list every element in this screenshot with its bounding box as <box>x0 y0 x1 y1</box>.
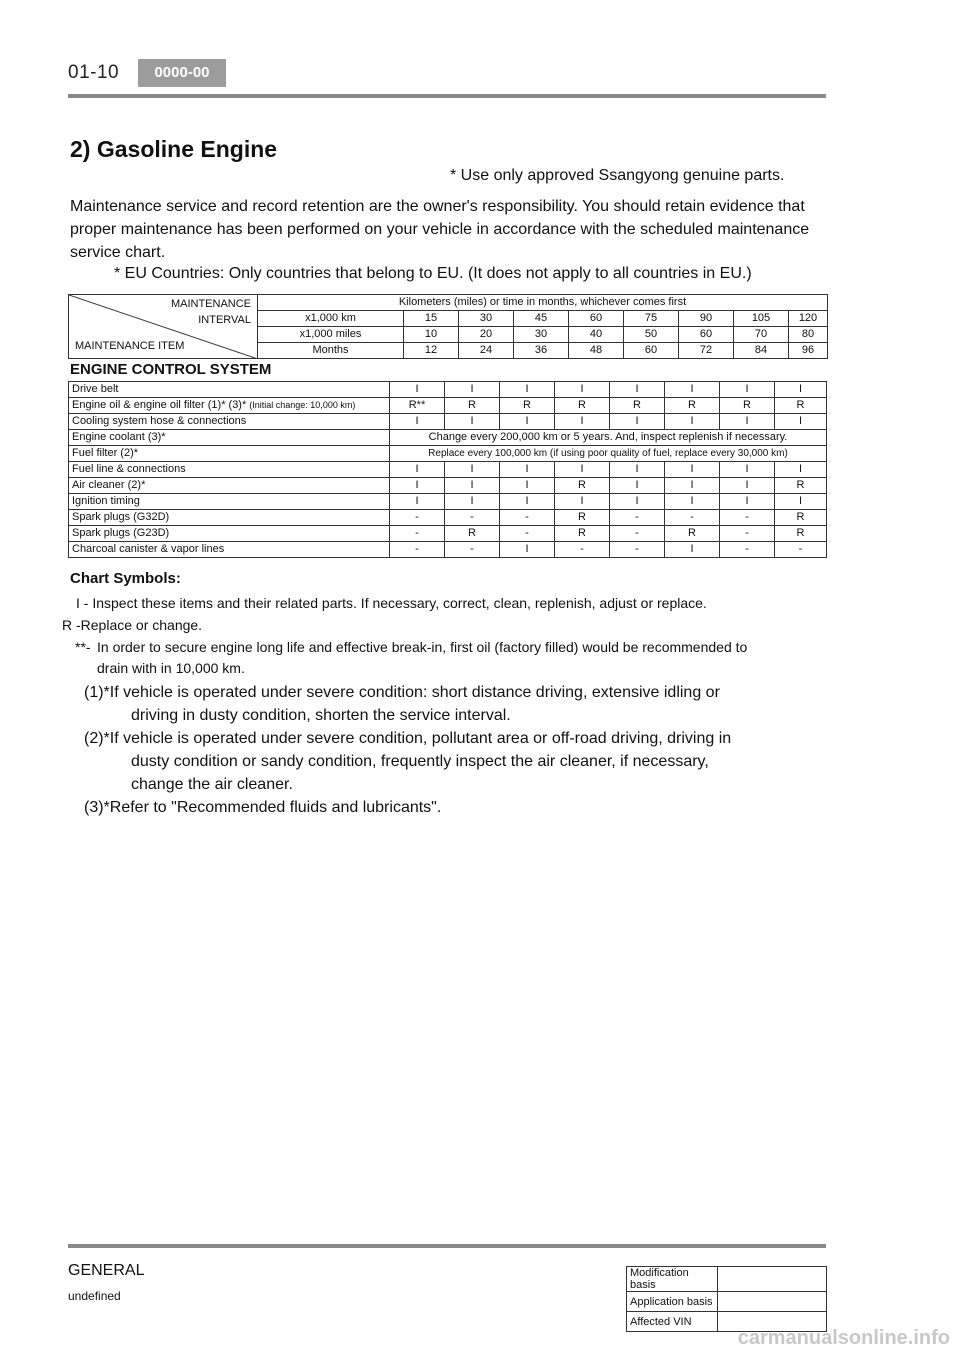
basis-label: Application basis <box>627 1292 718 1312</box>
basis-value <box>718 1267 827 1292</box>
watermark: carmanualsonline.info <box>737 1327 950 1349</box>
cell: I <box>665 414 720 430</box>
row-label: Months <box>258 343 404 359</box>
cell: I <box>445 382 500 398</box>
cell: R <box>555 510 610 526</box>
maintenance-item-label: MAINTENANCE ITEM <box>75 340 185 352</box>
item-name <box>69 446 390 462</box>
cell: - <box>390 526 445 542</box>
cell: I <box>665 382 720 398</box>
table-row <box>69 462 827 478</box>
cell: I <box>555 382 610 398</box>
item-name-text: Drive belt <box>72 383 119 395</box>
cell: R <box>775 526 827 542</box>
cell: I <box>500 382 555 398</box>
item-name <box>69 430 390 446</box>
cell: 45 <box>514 311 569 327</box>
table-row <box>69 430 827 446</box>
cell: I <box>390 382 445 398</box>
severe-note-1-line-2: driving in dusty condition, shorten the service interval. <box>131 707 511 724</box>
cell: 72 <box>679 343 734 359</box>
symbol-star-mark: **- <box>75 639 91 655</box>
cell: R** <box>390 398 445 414</box>
item-name <box>69 542 390 558</box>
cell: I <box>610 382 665 398</box>
footer-subsection: undefined <box>68 1289 121 1303</box>
span-cell: Change every 200,000 km or 5 years. And, inspect replenish if necessary. <box>390 430 827 446</box>
cell: R <box>775 398 827 414</box>
cell: 50 <box>624 327 679 343</box>
item-name <box>69 510 390 526</box>
symbol-star-line-2: drain with in 10,000 km. <box>97 660 245 676</box>
header-rule <box>68 94 826 98</box>
cell: R <box>610 398 665 414</box>
interval-header-table <box>68 294 828 359</box>
symbol-r-line: R -Replace or change. <box>62 617 203 633</box>
cell: I <box>445 478 500 494</box>
footer-rule <box>68 1244 826 1248</box>
cell: I <box>775 494 827 510</box>
cell: 30 <box>459 311 514 327</box>
item-name <box>69 494 390 510</box>
eu-note: * EU Countries: Only countries that belong to EU. (It does not apply to all countries in EU.) <box>114 265 752 282</box>
cell: - <box>610 526 665 542</box>
cell: - <box>775 542 827 558</box>
cell: 60 <box>679 327 734 343</box>
cell: - <box>665 510 720 526</box>
cell: I <box>610 462 665 478</box>
cell: I <box>775 382 827 398</box>
span-cell: Replace every 100,000 km (if using poor quality of fuel, replace every 30,000 km) <box>390 446 827 462</box>
basis-label: Modification basis <box>627 1267 718 1292</box>
cell: - <box>390 542 445 558</box>
section-code-badge: 0000-00 <box>138 59 226 87</box>
cell: I <box>665 478 720 494</box>
cell: I <box>445 414 500 430</box>
cell: R <box>555 478 610 494</box>
cell: 120 <box>789 311 828 327</box>
basis-table <box>626 1266 827 1332</box>
severe-note-3: (3)*Refer to "Recommended fluids and lubricants". <box>84 799 442 816</box>
cell: 48 <box>569 343 624 359</box>
cell: I <box>720 382 775 398</box>
cell: 36 <box>514 343 569 359</box>
item-name-text: Spark plugs (G32D) <box>72 511 170 523</box>
cell: 96 <box>789 343 828 359</box>
page-title: 2) Gasoline Engine <box>70 136 278 162</box>
table-row <box>69 398 827 414</box>
item-name-text: Charcoal canister & vapor lines <box>72 543 225 555</box>
cell: R <box>665 526 720 542</box>
cell: 15 <box>404 311 459 327</box>
cell: 80 <box>789 327 828 343</box>
item-name-text: Fuel filter (2)* <box>72 447 139 459</box>
maintenance-label: MAINTENANCE <box>170 298 251 310</box>
cell: R <box>720 398 775 414</box>
cell: I <box>390 494 445 510</box>
cell: R <box>500 398 555 414</box>
table-row <box>69 446 827 462</box>
item-name <box>69 462 390 478</box>
row-label: x1,000 miles <box>258 327 404 343</box>
cell: I <box>390 414 445 430</box>
row-label: x1,000 km <box>258 311 404 327</box>
table-row <box>69 526 827 542</box>
item-name <box>69 478 390 494</box>
cell: I <box>500 494 555 510</box>
cell: I <box>390 478 445 494</box>
cell: I <box>610 478 665 494</box>
cell: R <box>555 398 610 414</box>
cell: - <box>555 542 610 558</box>
item-name <box>69 526 390 542</box>
table-row <box>69 382 827 398</box>
cell: 30 <box>514 327 569 343</box>
cell: - <box>720 510 775 526</box>
cell: I <box>500 478 555 494</box>
genuine-parts-note: * Use only approved Ssangyong genuine parts. <box>450 167 785 184</box>
cell: I <box>720 462 775 478</box>
cell: R <box>665 398 720 414</box>
cell: - <box>390 510 445 526</box>
basis-value <box>718 1292 827 1312</box>
system-heading: ENGINE CONTROL SYSTEM <box>70 361 272 378</box>
severe-note-2-line-1: (2)*If vehicle is operated under severe condition, pollutant area or off-road driving, driving in <box>84 730 732 747</box>
item-name-text: Engine coolant (3)* <box>72 431 166 443</box>
table-row <box>69 542 827 558</box>
item-name-text: Ignition timing <box>72 495 140 507</box>
cell: I <box>775 414 827 430</box>
chart-symbols-title: Chart Symbols: <box>70 570 181 587</box>
table-row <box>69 478 827 494</box>
cell: 60 <box>624 343 679 359</box>
cell: 90 <box>679 311 734 327</box>
cell: 10 <box>404 327 459 343</box>
intro-paragraph: Maintenance service and record retention are the owner's responsibility. You should retain evidence that proper maintenance has been performed on your vehicle in accordance with the scheduled maintenance service chart. <box>70 198 810 261</box>
severe-note-1-line-1: (1)*If vehicle is operated under severe condition: short distance driving, extensive idling or <box>84 684 720 701</box>
cell: I <box>445 462 500 478</box>
item-name <box>69 414 390 430</box>
footer-section: GENERAL <box>68 1262 145 1279</box>
cell: 20 <box>459 327 514 343</box>
cell: 75 <box>624 311 679 327</box>
cell: - <box>500 510 555 526</box>
severe-note-2-line-2: dusty condition or sandy condition, frequently inspect the air cleaner, if necessary, <box>131 753 709 770</box>
cell: I <box>720 494 775 510</box>
cell: R <box>445 398 500 414</box>
cell: I <box>390 462 445 478</box>
cell: R <box>445 526 500 542</box>
cell: I <box>555 462 610 478</box>
item-name-text: Spark plugs (G23D) <box>72 527 170 539</box>
cell: I <box>500 414 555 430</box>
cell: I <box>500 542 555 558</box>
cell: - <box>445 542 500 558</box>
cell: I <box>445 494 500 510</box>
cell: 12 <box>404 343 459 359</box>
cell: I <box>665 462 720 478</box>
table-row <box>69 510 827 526</box>
cell: I <box>555 414 610 430</box>
header-diagonal-cell <box>69 295 258 359</box>
interval-caption: Kilometers (miles) or time in months, whichever comes first <box>258 295 828 311</box>
cell: 40 <box>569 327 624 343</box>
basis-label: Affected VIN <box>627 1312 718 1332</box>
cell: I <box>720 478 775 494</box>
cell: - <box>610 510 665 526</box>
interval-label: INTERVAL <box>198 314 251 326</box>
cell: I <box>720 414 775 430</box>
cell: 84 <box>734 343 789 359</box>
cell: - <box>500 526 555 542</box>
table-row <box>69 414 827 430</box>
cell: 70 <box>734 327 789 343</box>
basis-row <box>627 1292 827 1312</box>
cell: I <box>665 494 720 510</box>
cell: 105 <box>734 311 789 327</box>
item-name-text: Fuel line & connections <box>72 463 186 475</box>
cell: I <box>500 462 555 478</box>
cell: I <box>610 494 665 510</box>
cell: - <box>720 542 775 558</box>
cell: - <box>720 526 775 542</box>
cell: R <box>555 526 610 542</box>
basis-row <box>627 1267 827 1292</box>
item-name-text: Cooling system hose & connections <box>72 415 247 427</box>
symbol-i-line: I - Inspect these items and their related parts. If necessary, correct, clean, replenish, adjust or replace. <box>76 595 707 611</box>
severe-note-2-line-3: change the air cleaner. <box>131 776 293 793</box>
cell: I <box>665 542 720 558</box>
page-number: 01-10 <box>68 62 120 83</box>
item-name-text: Air cleaner (2)* <box>72 479 146 491</box>
item-name <box>69 398 390 414</box>
cell: R <box>775 510 827 526</box>
cell: - <box>445 510 500 526</box>
cell: 24 <box>459 343 514 359</box>
cell: R <box>775 478 827 494</box>
maintenance-items-table <box>68 381 827 558</box>
symbol-star-line-1: In order to secure engine long life and effective break-in, first oil (factory filled) would be recommended to <box>97 639 748 655</box>
cell: 60 <box>569 311 624 327</box>
cell: - <box>610 542 665 558</box>
item-name-note: (Initial change: 10,000 km) <box>249 400 356 410</box>
cell: I <box>555 494 610 510</box>
item-name <box>69 382 390 398</box>
table-row <box>69 494 827 510</box>
cell: I <box>775 462 827 478</box>
cell: I <box>610 414 665 430</box>
item-name-text: Engine oil & engine oil filter (1)* (3)* <box>72 399 247 411</box>
